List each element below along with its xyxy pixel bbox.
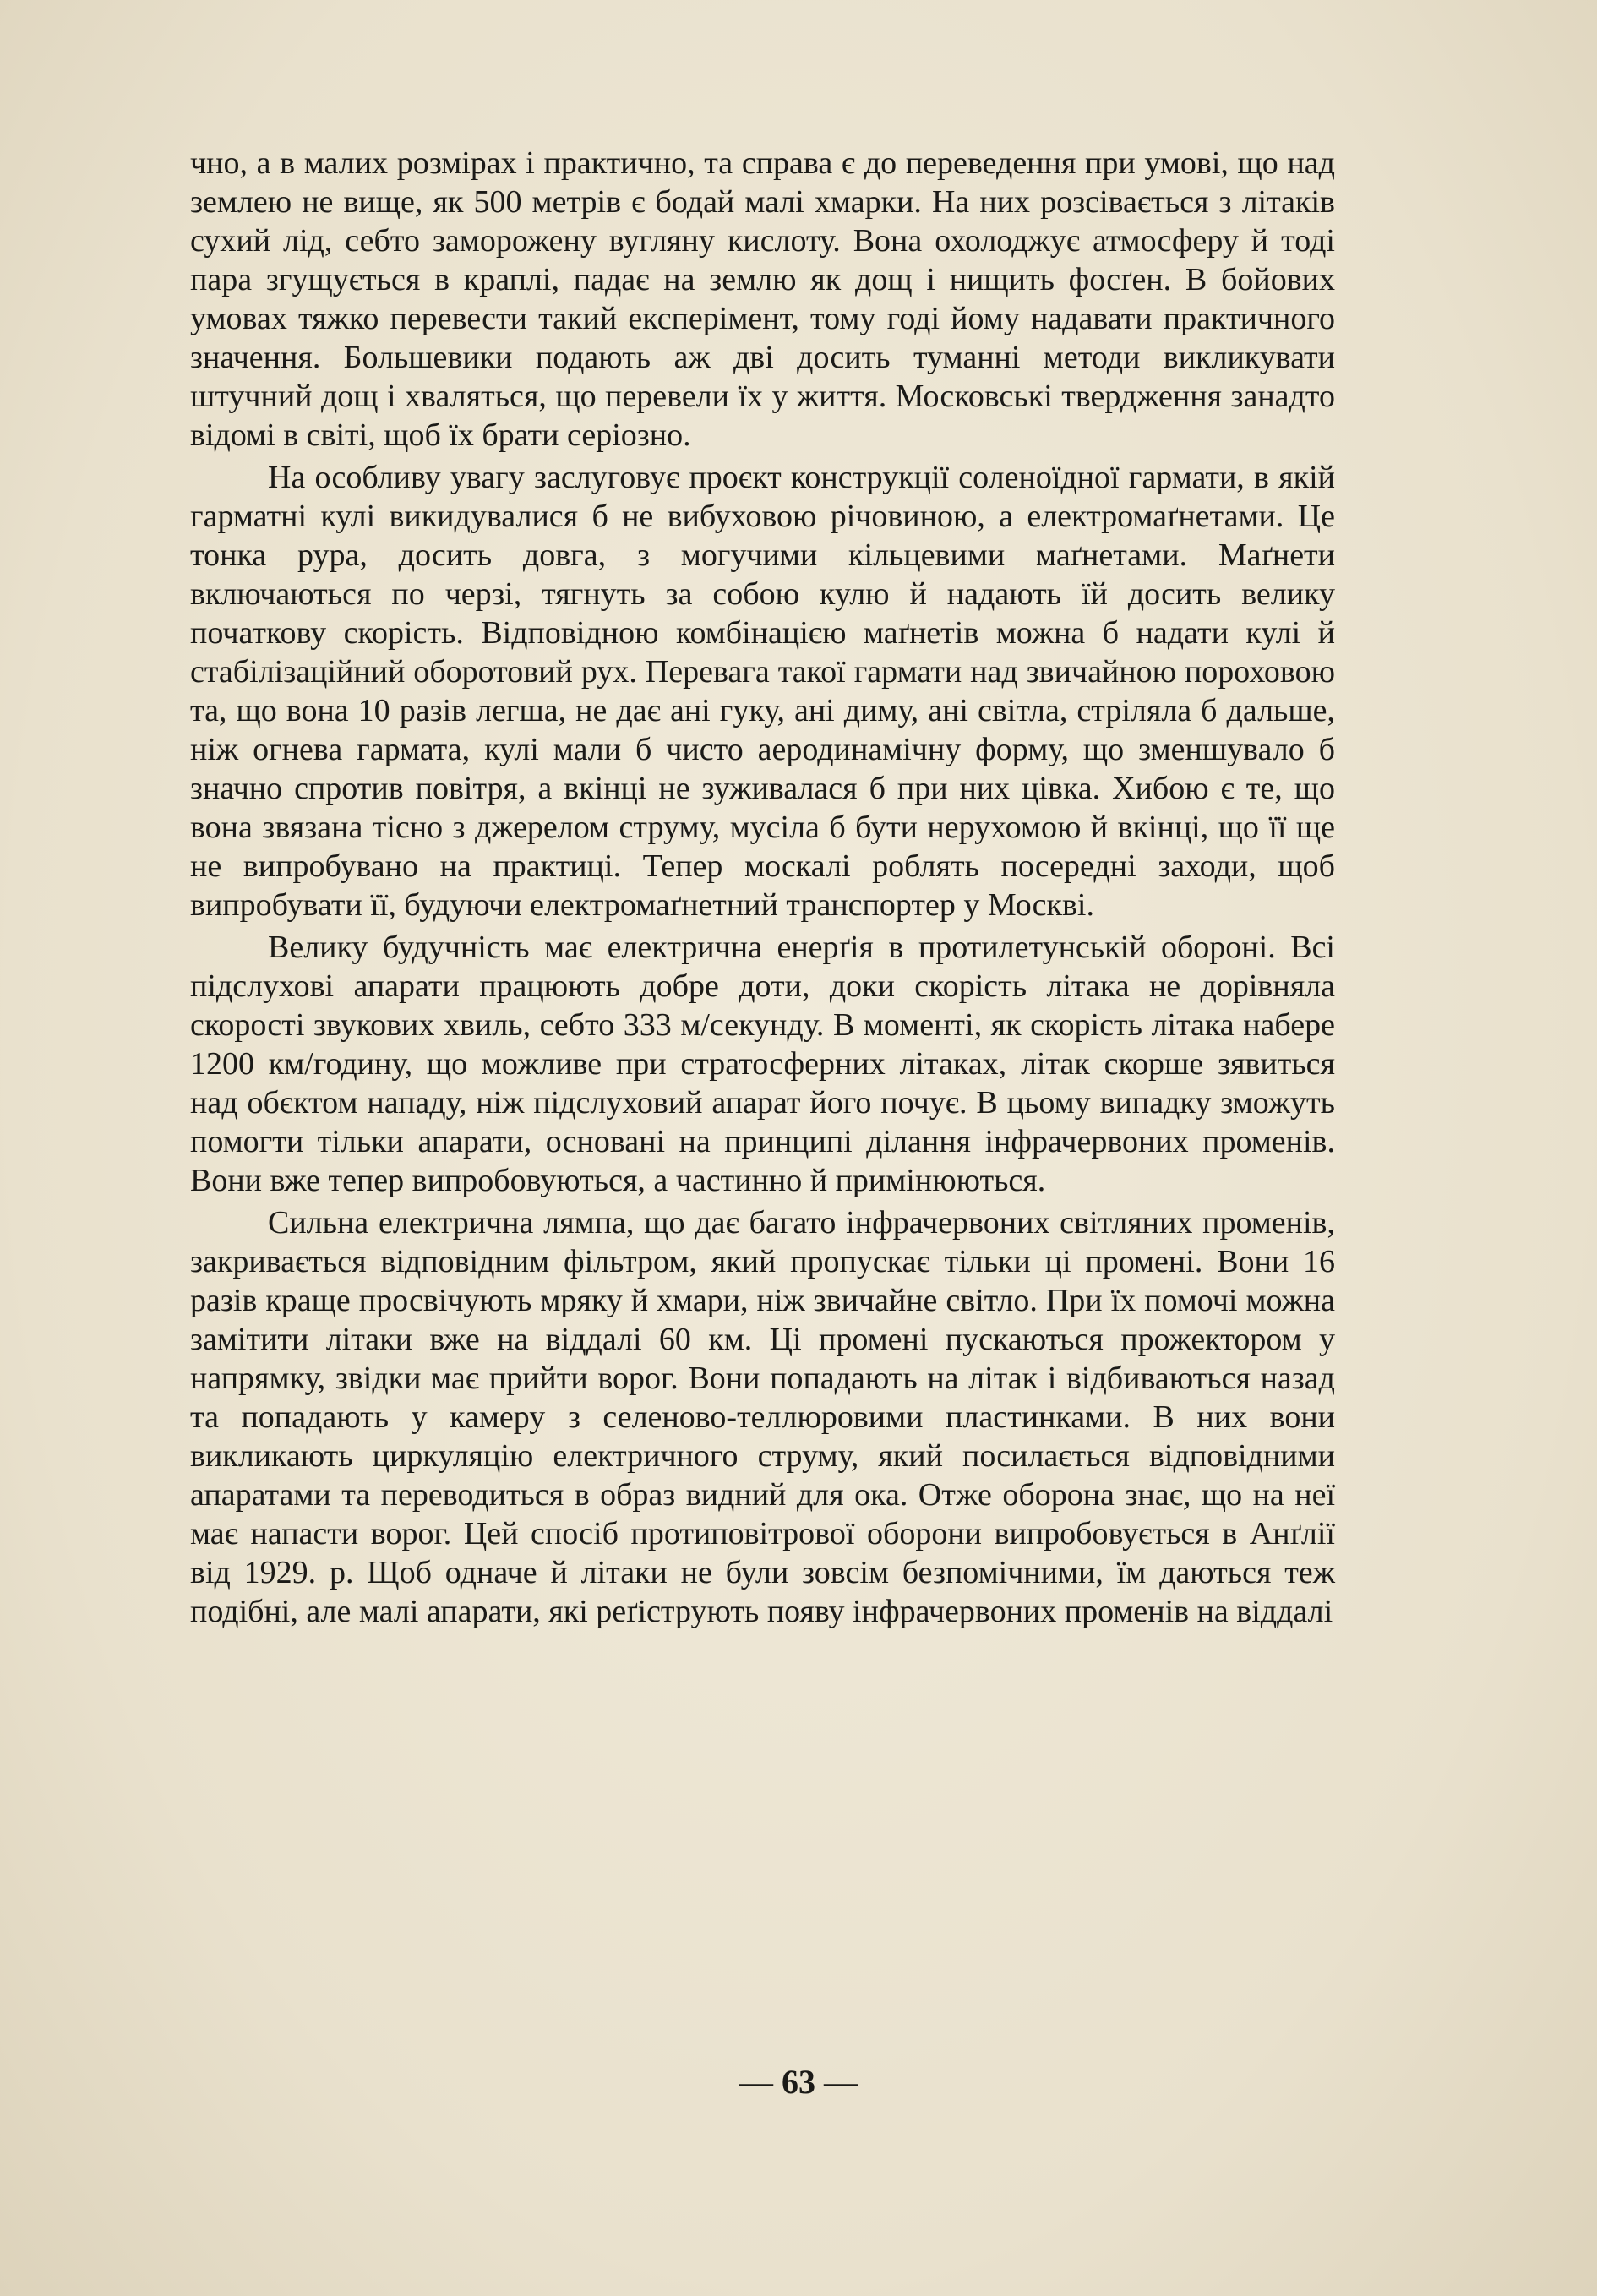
paragraph-2: На особливу увагу заслуговує проєкт конструкції соленоїдної гармати, в якій гарматні кулі викидувалися б не вибуховою річовиною, а електромаґнетами. Це тонка рура, досить довга, з могучими кільцевими маґнетами. Маґнети включаються по черзі, тягнуть за собою кулю й надають їй досить велику початкову скорість. Відповідною комбінацією маґнетів можна б надати кулі й стабілізаційний оборотовий рух. Перевага такої гармати над звичайною пороховою та, що вона 10 разів легша, не дає ані гуку, ані диму, ані світла, стріляла б дальше, ніж огнева гармата, кулі мали б чисто аеродинамічну форму, що зменшувало б значно спротив повітря, а вкінці не зуживалася б при них цівка. Хибою є те, що вона звязана тісно з джерелом струму, мусіла б бути нерухомою й вкінці, що її ще не випробувано на практиці. Тепер москалі роблять посередні заходи, щоб випробувати її, будуючи електромаґнетний транспортер у Москві. [190,460,1335,923]
paragraph-1: чно, а в малих розмірах і практично, та справа є до переведення при умові, що над землею не вище, як 500 метрів є бодай малі хмарки. На них розсівається з літаків сухий лід, себто заморожену вугляну кислоту. Вона охолоджує атмосферу й тоді пара згущується в краплі, падає на землю як дощ і нищить фосґен. В бойових умовах тяжко перевести такий експерімент, тому годі йому надавати практичного значення. Большевики подають аж дві досить туманні методи викликувати штучний дощ і хваляться, що перевели їх у життя. Московські твердження занадто відомі в світі, щоб їх брати серіозно. [190,145,1335,453]
paragraph-3: Велику будучність має електрична енерґія в протилетунській обороні. Всі підслухові апарати працюють добре доти, доки скорість літака не дорівняла скорості звукових хвиль, себто 333 м/секунду. В моменті, як скорість літака набере 1200 км/годину, що можливе при стратосферних літаках, літак скорше зявиться над обєктом нападу, ніж підслуховий апарат його почує. В цьому випадку зможуть помогти тільки апарати, основані на принципі ділання інфрачервоних променів. Вони вже тепер випробовуються, а частинно й примінюються. [190,930,1335,1198]
body-text [190,144,1335,1631]
page-number: — 63 — [739,2063,858,2101]
paragraph-4: Сильна електрична лямпа, що дає багато інфрачервоних світляних променів, закривається відповідним фільтром, який пропускає тільки ці промені. Вони 16 разів краще просвічують мряку й хмари, ніж звичайне світло. При їх помочі можна замітити літаки вже на віддалі 60 км. Ці промені пускаються прожектором у напрямку, звідки має прийти ворог. Вони попадають на літак і відбиваються назад та попадають у камеру з селеново-теллюровими пластинками. В них вони викликають циркуляцію електричного струму, який посилається відповідними апаратами та переводиться в образ видний для ока. Отже оборона знає, що на неї має напасти ворог. Цей спосіб протиповітрової оборони випробовується в Анґлії від 1929. р. Щоб одначе й літаки не були зовсім безпомічними, їм даються теж подібні, але малі апарати, які реґіструють появу інфрачервоних променів на віддалі [190,1205,1335,1629]
